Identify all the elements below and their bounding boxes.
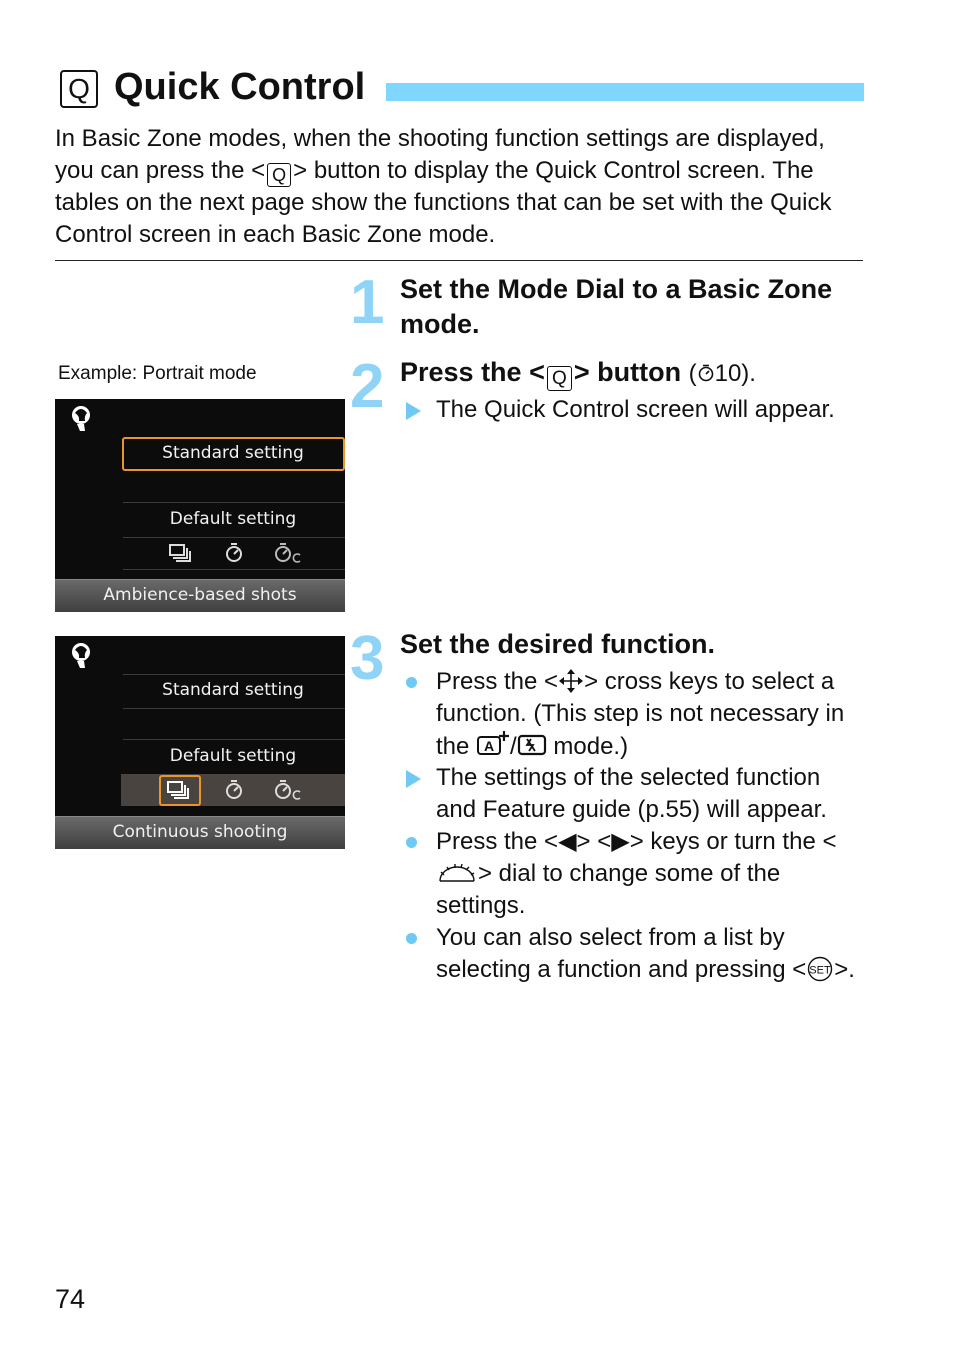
setting-row-standard[interactable]: Standard setting <box>162 680 304 700</box>
scene-intelligent-auto-icon <box>476 730 510 758</box>
step-1-title: Set the Mode Dial to a Basic Zone mode. <box>400 274 833 339</box>
page-title: Quick Control <box>114 66 366 108</box>
svg-text:SET: SET <box>809 964 831 977</box>
cross-keys-icon <box>558 668 584 694</box>
metering-timer-icon <box>697 363 715 383</box>
step-3-bullets: Press the < > cross keys to select a function. (This step is not necessary in the A / mode.) The settings of the selected function and Feature guide (p.55) will appear. Press the <◀> <▶> keys or turn the <> dial to change some of the settings. You can also select from a list by selecting a function and pressing < SET >. <box>400 666 870 1026</box>
row-separator <box>123 674 345 675</box>
self-timer-continuous-icon[interactable] <box>273 779 303 801</box>
portrait-mode-icon <box>67 403 97 433</box>
self-timer-icon[interactable] <box>223 542 245 564</box>
row-separator <box>123 739 345 740</box>
result-arrow-icon <box>406 770 421 788</box>
example-caption: Example: Portrait mode <box>58 363 257 384</box>
continuous-shooting-icon[interactable] <box>169 542 195 564</box>
setting-row-default[interactable]: Default setting <box>169 509 297 529</box>
page-number: 74 <box>55 1284 86 1314</box>
title-accent-bar <box>386 83 864 101</box>
row-separator <box>123 569 345 570</box>
step-number-2: 2 <box>350 352 385 421</box>
step-2-title-b: > button <box>573 357 682 387</box>
row-separator <box>123 537 345 538</box>
bullet-dot-icon <box>406 933 417 944</box>
camera-screen-continuous <box>55 636 345 849</box>
section-title <box>58 64 864 110</box>
svg-text:A: A <box>483 738 495 754</box>
set-button-icon <box>806 956 834 982</box>
step-2-title <box>400 355 862 391</box>
feature-guide-bar: Ambience-based shots <box>55 579 345 612</box>
step-2-bullets: The Quick Control screen will appear. <box>400 394 870 426</box>
main-dial-icon <box>436 861 478 885</box>
camera-screen-portrait <box>55 399 345 612</box>
intro-text-b: > button to display the Quick Control screen. The tables on the next page show the functions that can be set with the Quick Control screen in each Basic Zone mode. <box>55 157 832 248</box>
self-timer-icon[interactable] <box>223 779 245 801</box>
q-button-icon: Q <box>267 163 291 187</box>
left-key-icon: ◀ <box>558 828 577 855</box>
quick-control-q-icon: Q <box>60 70 98 108</box>
intro-paragraph <box>55 123 863 251</box>
row-separator <box>123 708 345 709</box>
setting-row-standard[interactable]: Standard setting <box>162 443 304 463</box>
intro-text-a: In Basic Zone modes, when the shooting function settings are displayed, you can press the < <box>55 125 825 184</box>
right-key-icon: ▶ <box>611 828 630 855</box>
step-2-title-a: Press the < <box>400 357 545 387</box>
bullet-dot-icon <box>406 837 417 848</box>
result-arrow-icon <box>406 402 421 420</box>
q-button-icon: Q <box>547 366 572 391</box>
setting-row-default[interactable]: Default setting <box>169 746 297 766</box>
step-number-1: 1 <box>350 268 385 337</box>
timer-note: ( 10). <box>688 360 756 387</box>
continuous-shooting-icon[interactable] <box>167 779 193 801</box>
bullet-dot-icon <box>406 677 417 688</box>
flash-off-icon <box>517 733 547 757</box>
self-timer-continuous-icon[interactable] <box>273 542 303 564</box>
divider <box>55 260 863 261</box>
portrait-mode-icon <box>67 640 97 670</box>
row-separator <box>123 502 345 503</box>
step-3-title: Set the desired function. <box>400 629 716 659</box>
step-number-3: 3 <box>350 624 385 693</box>
feature-guide-bar: Continuous shooting <box>55 816 345 849</box>
